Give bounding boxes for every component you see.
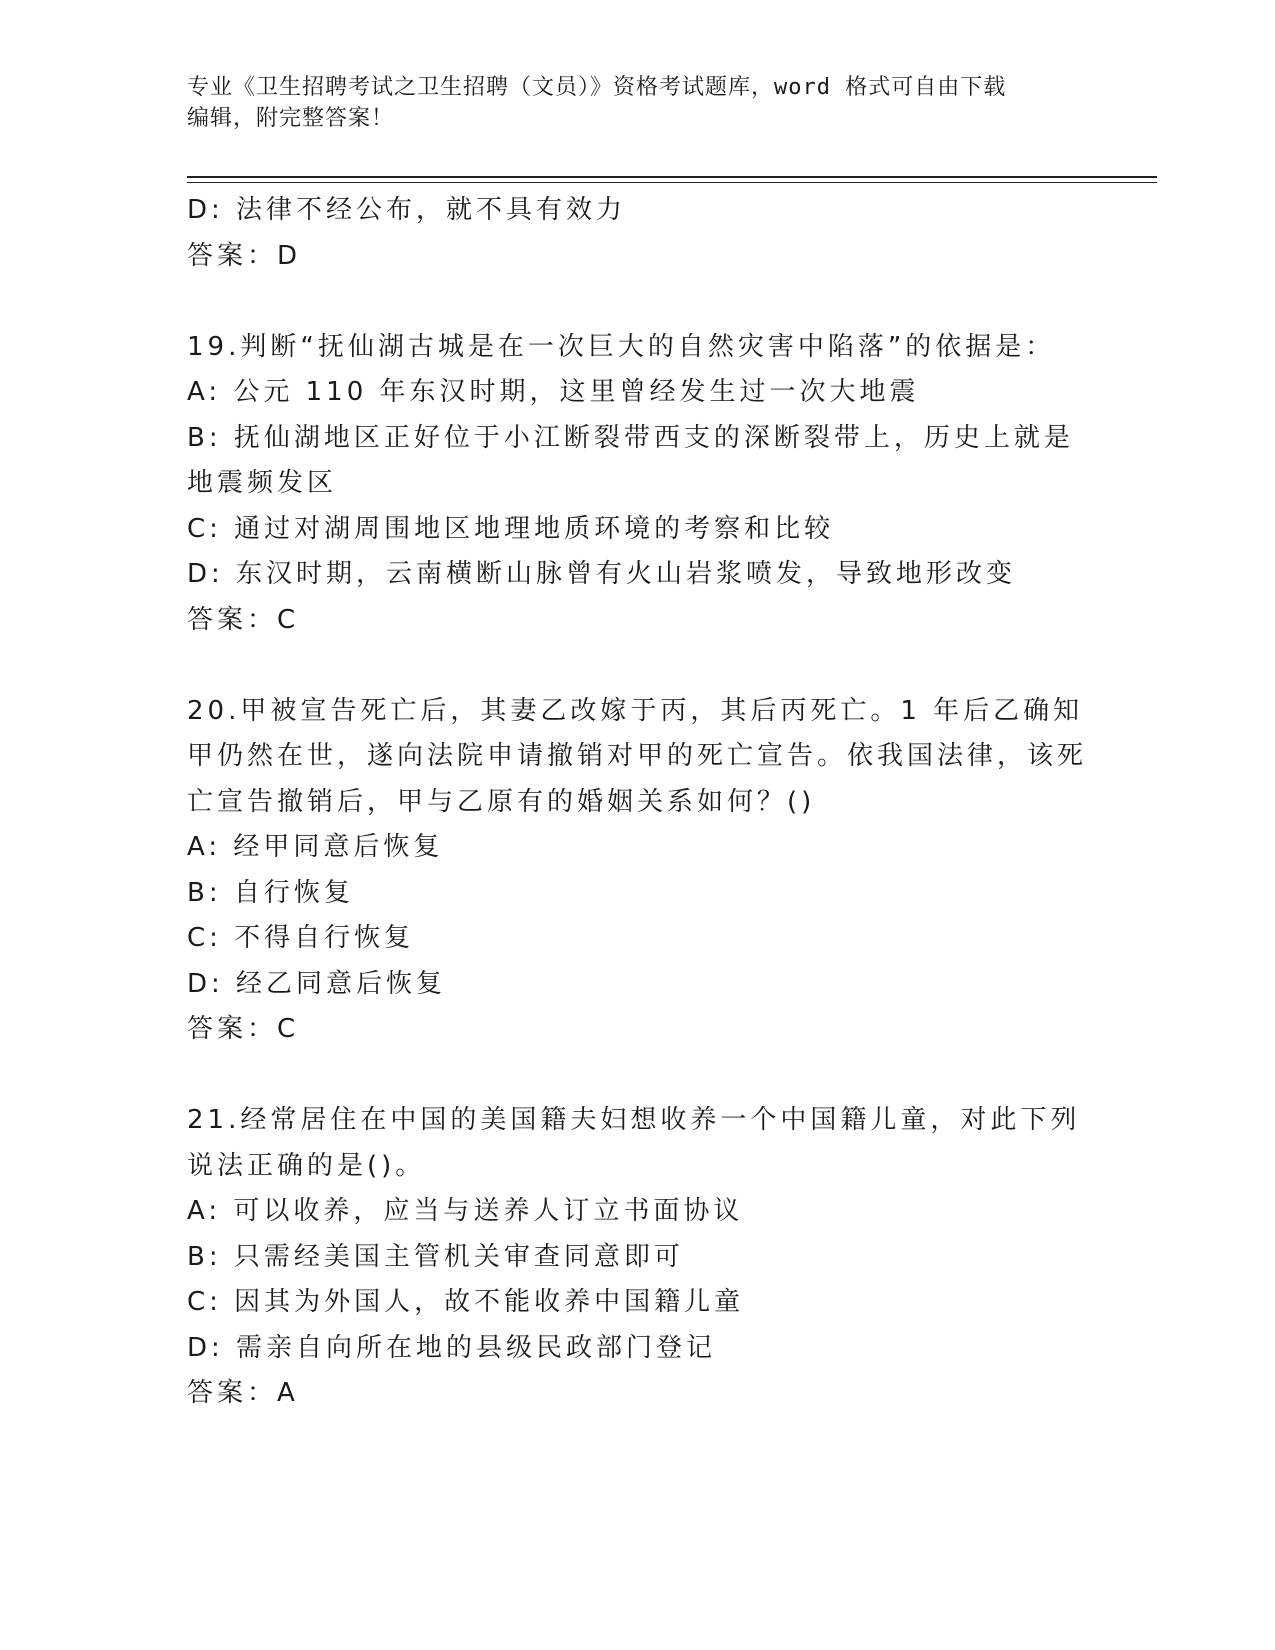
spacer — [187, 1053, 1087, 1099]
option-a: A: 经甲同意后恢复 — [187, 832, 444, 862]
option-b: B: 自行恢复 — [187, 877, 354, 908]
option-c: C: 不得自行恢复 — [187, 923, 415, 953]
question-list — [187, 188, 1087, 1417]
question-19 — [187, 325, 1087, 644]
header-divider-thick — [187, 176, 1157, 178]
header-title-line-1: 专业《卫生招聘考试之卫生招聘（文员）》资格考试题库，word 格式可自由下载 — [187, 75, 1007, 100]
header-divider-thin — [187, 182, 1157, 183]
option-c: C: 通过对湖周围地区地理地质环境的考察和比较 — [187, 513, 835, 544]
document-header — [187, 72, 1067, 134]
question-fragment — [187, 188, 1087, 279]
option-d: D: 经乙同意后恢复 — [187, 968, 447, 999]
answer-line: 答案：C — [187, 604, 300, 635]
option-c: C: 因其为外国人，故不能收养中国籍儿童 — [187, 1287, 745, 1317]
option-d: D: 需亲自向所在地的县级民政部门登记 — [187, 1332, 717, 1363]
question-stem: 20.甲被宣告死亡后，其妻乙改嫁于丙，其后丙死亡。1 年后乙确知甲仍然在世，遂向法院申请撤销对甲的死亡宣告。依我国法律，该死亡宣告撤销后，甲与乙原有的婚姻关系如何？() — [187, 695, 1088, 817]
option-d: D: 法律不经公布，就不具有效力 — [187, 195, 627, 225]
answer-line: 答案：D — [187, 240, 302, 271]
option-b: B: 只需经美国主管机关审查同意即可 — [187, 1241, 684, 1272]
spacer — [187, 643, 1087, 689]
answer-line: 答案：A — [187, 1378, 299, 1408]
question-stem: 21.经常居住在中国的美国籍夫妇想收养一个中国籍儿童，对此下列说法正确的是()。 — [187, 1105, 1081, 1181]
option-a: A: 可以收养，应当与送养人订立书面协议 — [187, 1196, 744, 1226]
option-d: D: 东汉时期，云南横断山脉曾有火山岩浆喷发，导致地形改变 — [187, 559, 1017, 589]
option-a: A: 公元 110 年东汉时期，这里曾经发生过一次大地震 — [187, 377, 920, 407]
question-20 — [187, 689, 1087, 1053]
header-title-line-2: 编辑，附完整答案！ — [187, 106, 395, 131]
question-21 — [187, 1098, 1087, 1417]
question-stem: 19.判断“抚仙湖古城是在一次巨大的自然灾害中陷落”的依据是： — [187, 331, 1056, 362]
spacer — [187, 279, 1087, 325]
option-b: B: 抚仙湖地区正好位于小江断裂带西支的深断裂带上，历史上就是地震频发区 — [187, 422, 1074, 498]
answer-line: 答案：C — [187, 1014, 300, 1044]
